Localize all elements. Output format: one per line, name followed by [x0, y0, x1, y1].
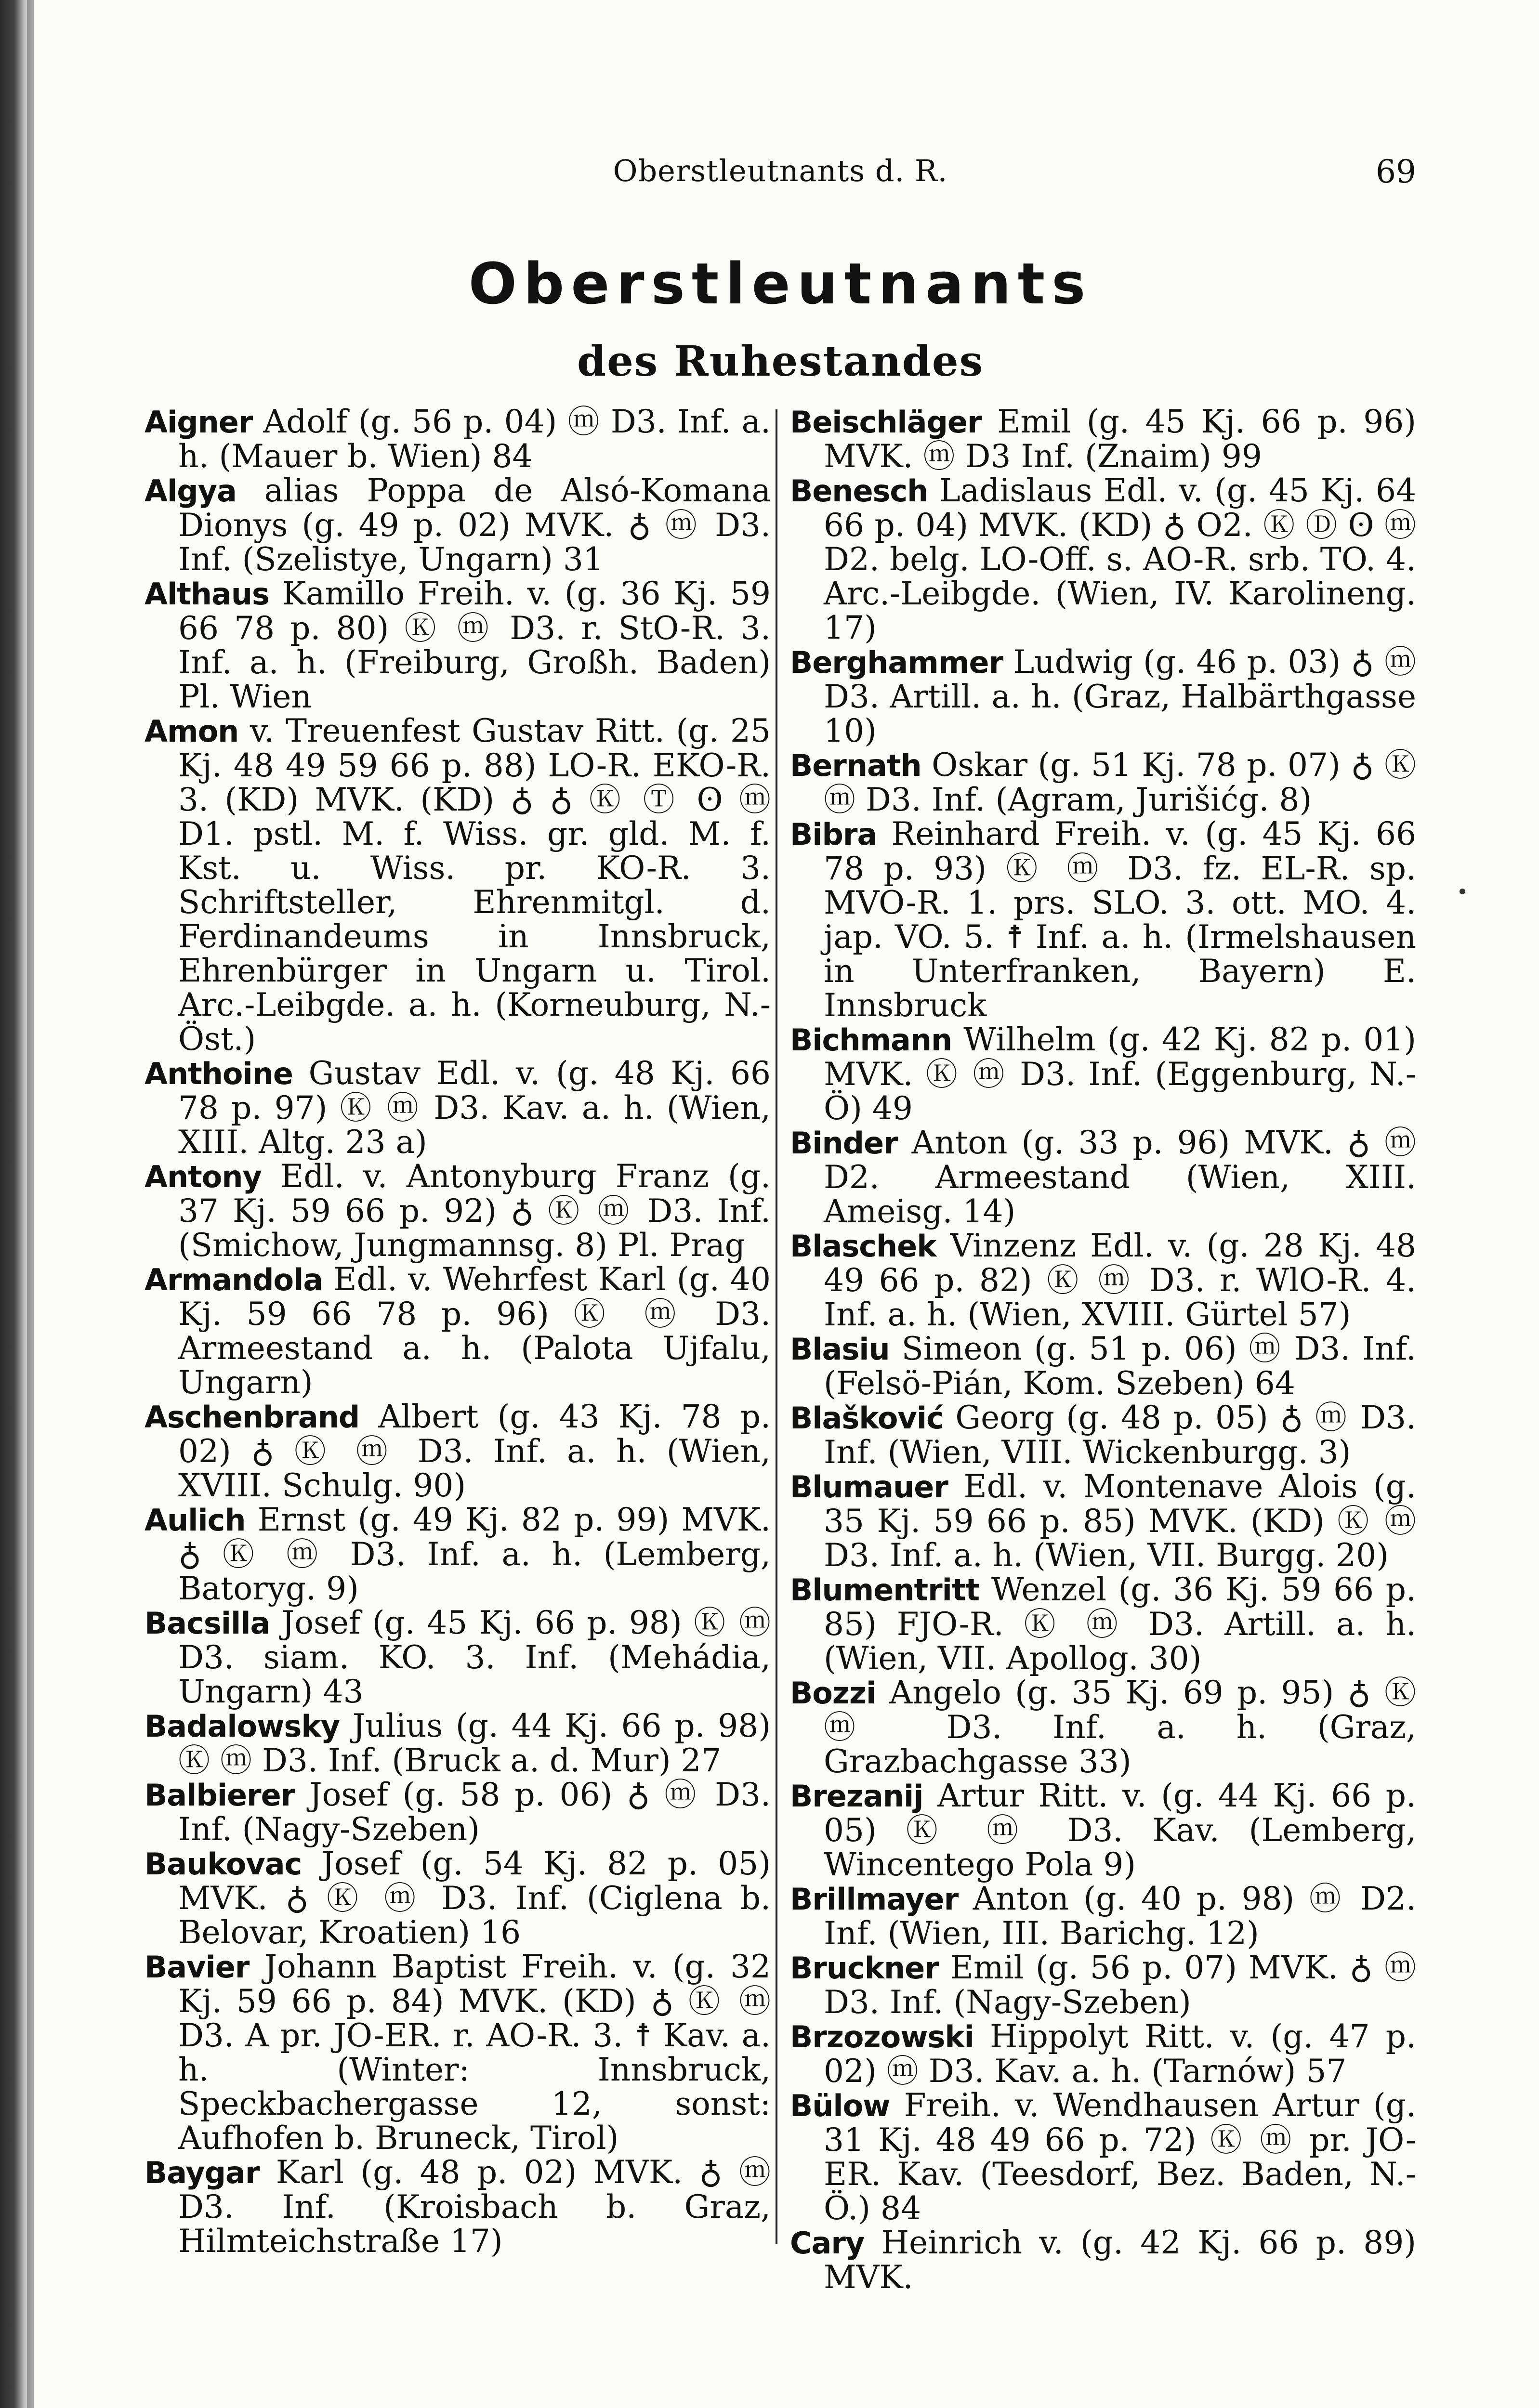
- entry-surname: Blaschek: [790, 1229, 936, 1264]
- entry-details: v. Treuenfest Gustav Ritt. (g. 25 Kj. 48 49 59 66 p. 88) LO-R. EKO-R. 3. (KD) MVK. (KD) ♁ ♁ Ⓚ Ⓣ ʘ ⓜ D1. pstl. M. f. Wiss. gr. gld. M. f. Kst. u. Wiss. pr. KO-R. 3. Schriftsteller, Ehrenmitgl. d. Ferdinandeums in Innsbruck, Ehrenbürger in Ungarn u. Tirol. Arc.-Leibgde. a. h. (Korneuburg, N.-Öst.): [178, 712, 771, 1058]
- scan-binding-shadow: [27, 0, 34, 2408]
- register-entry: [790, 748, 1416, 817]
- register-entry: [790, 1125, 1416, 1229]
- register-entry: [790, 1882, 1416, 1950]
- entry-details: Edl. v. Antonyburg Franz (g. 37 Kj. 59 66 p. 92) ♁ Ⓚ ⓜ D3. Inf. (Smichow, Jungmannsg. 8) Pl. Prag: [178, 1158, 771, 1264]
- entry-details: Reinhard Freih. v. (g. 45 Kj. 66 78 p. 93) Ⓚ ⓜ D3. fz. EL-R. sp. MVO-R. 1. prs. SLO. 3. ott. MO. 4. jap. VO. 5. ☨ Inf. a. h. (Irmelshausen in Unterfranken, Bayern) E. Innsbruck: [824, 815, 1416, 1024]
- register-entry: [790, 1469, 1416, 1572]
- entry-details: Wenzel (g. 36 Kj. 59 66 p. 85) FJO-R. Ⓚ ⓜ D3. Artill. a. h. (Wien, VII. Apollog. 30): [824, 1571, 1416, 1677]
- entry-surname: Althaus: [145, 576, 269, 612]
- register-entry: [790, 1779, 1416, 1882]
- entry-details: Wilhelm (g. 42 Kj. 82 p. 01) MVK. Ⓚ ⓜ D3. Inf. (Eggenburg, N.-Ö) 49: [824, 1021, 1416, 1127]
- entry-details: Albert (g. 43 Kj. 78 p. 02) ♁ Ⓚ ⓜ D3. Inf. a. h. (Wien, XVIII. Schulg. 90): [178, 1398, 771, 1504]
- entry-details: Julius (g. 44 Kj. 66 p. 98) Ⓚ ⓜ D3. Inf. (Bruck a. d. Mur) 27: [178, 1707, 771, 1779]
- page-number: 69: [1376, 153, 1416, 190]
- entry-details: Anton (g. 40 p. 98) ⓜ D2. Inf. (Wien, III. Barichg. 12): [824, 1880, 1416, 1952]
- register-entry: [145, 1056, 771, 1159]
- register-entry: [145, 1709, 771, 1778]
- entry-details: Ernst (g. 49 Kj. 82 p. 99) MVK. ♁ Ⓚ ⓜ D3. Inf. a. h. (Lemberg, Batoryg. 9): [178, 1501, 771, 1607]
- register-entry: [145, 576, 771, 714]
- entry-details: Kamillo Freih. v. (g. 36 Kj. 59 66 78 p. 80) Ⓚ ⓜ D3. r. StO-R. 3. Inf. a. h. (Freiburg, Großh. Baden) Pl. Wien: [178, 575, 771, 715]
- entry-details: Gustav Edl. v. (g. 48 Kj. 66 78 p. 97) Ⓚ ⓜ D3. Kav. a. h. (Wien, XIII. Altg. 23 a): [178, 1055, 771, 1161]
- entry-details: Emil (g. 45 Kj. 66 p. 96) MVK. ⓜ D3 Inf. (Znaim) 99: [824, 403, 1416, 475]
- entry-surname: Blašković: [790, 1400, 944, 1436]
- entry-surname: Algya: [145, 473, 237, 509]
- entry-surname: Bibra: [790, 817, 877, 852]
- register-entry: [145, 473, 771, 576]
- register-entry: [790, 1400, 1416, 1469]
- entry-surname: Anthoine: [145, 1056, 293, 1091]
- entry-details: Ludwig (g. 46 p. 03) ♁ ⓜ D3. Artill. a. h. (Graz, Halbärthgasse 10): [824, 643, 1416, 749]
- entry-details: Josef (g. 58 p. 06) ♁ ⓜ D3. Inf. (Nagy-Szeben): [178, 1776, 771, 1848]
- entry-details: Artur Ritt. v. (g. 44 Kj. 66 p. 05) Ⓚ ⓜ D3. Kav. (Lemberg, Wincentego Pola 9): [824, 1777, 1416, 1883]
- entry-details: Emil (g. 56 p. 07) MVK. ♁ ⓜ D3. Inf. (Nagy-Szeben): [824, 1949, 1416, 2021]
- entry-details: Hippolyt Ritt. v. (g. 47 p. 02) ⓜ D3. Kav. a. h. (Tarnów) 57: [824, 2018, 1416, 2090]
- register-entry: [145, 714, 771, 1056]
- register-entry: [790, 473, 1416, 645]
- page-title: Oberstleutnants: [468, 250, 1092, 317]
- entry-surname: Blumentritt: [790, 1572, 980, 1608]
- running-head: [145, 153, 1416, 206]
- entry-surname: Bacsilla: [145, 1606, 270, 1641]
- entry-surname: Aschenbrand: [145, 1400, 360, 1435]
- entry-surname: Beischläger: [790, 405, 982, 440]
- right-column: [790, 405, 1416, 2294]
- entry-details: Oskar (g. 51 Kj. 78 p. 07) ♁ Ⓚ ⓜ D3. Inf. (Agram, Jurišićg. 8): [824, 746, 1416, 818]
- entry-details: Adolf (g. 56 p. 04) ⓜ D3. Inf. a. h. (Mauer b. Wien) 84: [178, 403, 771, 475]
- register-entry: [790, 1229, 1416, 1332]
- entry-details: Angelo (g. 35 Kj. 69 p. 95) ♁ Ⓚ ⓜ D3. Inf. a. h. (Graz, Grazbachgasse 33): [824, 1674, 1416, 1780]
- register-entry: [790, 405, 1416, 473]
- register-entry: [145, 1400, 771, 1503]
- entry-details: Edl. v. Montenave Alois (g. 35 Kj. 59 66 p. 85) MVK. (KD) Ⓚ ⓜ D3. Inf. a. h. (Wien, VII. Burgg. 20): [824, 1468, 1416, 1574]
- register-entry: [790, 817, 1416, 1022]
- entry-details: Vinzenz Edl. v. (g. 28 Kj. 48 49 66 p. 82) Ⓚ ⓜ D3. r. WlO-R. 4. Inf. a. h. (Wien, XVIII. Gürtel 57): [824, 1227, 1416, 1333]
- register-entry: [790, 645, 1416, 748]
- register-entry: [145, 1159, 771, 1262]
- entry-details: Freih. v. Wendhausen Artur (g. 31 Kj. 48 49 66 p. 72) Ⓚ ⓜ pr. JO-ER. Kav. (Teesdorf, Bez. Baden, N.-Ö.) 84: [824, 2087, 1416, 2227]
- register-entry: [790, 2088, 1416, 2225]
- running-title: Oberstleutnants d. R.: [613, 153, 948, 188]
- register-entry: [790, 2019, 1416, 2088]
- entry-details: Anton (g. 33 p. 96) MVK. ♁ ⓜ D2. Armeestand (Wien, XIII. Ameisg. 14): [824, 1124, 1416, 1230]
- entry-surname: Badalowsky: [145, 1709, 340, 1744]
- entry-surname: Berghammer: [790, 645, 1003, 680]
- entry-details: Ladislaus Edl. v. (g. 45 Kj. 64 66 p. 04) MVK. (KD) ♁ O2. Ⓚ Ⓓ ʘ ⓜ D2. belg. LO-Off. s. AO-R. srb. TO. 4. Arc.-Leibgde. (Wien, IV. Karolineng. 17): [824, 472, 1416, 646]
- entry-surname: Bichmann: [790, 1022, 952, 1058]
- register-entry: [145, 1950, 771, 2155]
- entry-details: Heinrich v. (g. 42 Kj. 66 p. 89) MVK.: [824, 2224, 1416, 2296]
- entry-details: Simeon (g. 51 p. 06) ⓜ D3. Inf. (Felsö-Pián, Kom. Szeben) 64: [824, 1330, 1416, 1402]
- entry-surname: Benesch: [790, 473, 928, 509]
- entry-details: Georg (g. 48 p. 05) ♁ ⓜ D3. Inf. (Wien, VIII. Wickenburgg. 3): [824, 1399, 1416, 1471]
- entry-surname: Blumauer: [790, 1469, 948, 1505]
- register-entry: [790, 2225, 1416, 2294]
- entry-surname: Baygar: [145, 2155, 260, 2190]
- entry-surname: Brillmayer: [790, 1882, 959, 1917]
- entry-details: alias Poppa de Alsó-Komana Dionys (g. 49 p. 02) MVK. ♁ ⓜ D3. Inf. (Szelistye, Ungarn) 31: [178, 472, 771, 578]
- entry-details: Edl. v. Wehrfest Karl (g. 40 Kj. 59 66 78 p. 96) Ⓚ ⓜ D3. Armeestand a. h. (Palota Ujfalu, Ungarn): [178, 1261, 771, 1401]
- page-subtitle: des Ruhestandes: [577, 337, 984, 386]
- entry-surname: Brezanij: [790, 1779, 923, 1814]
- entry-details: Karl (g. 48 p. 02) MVK. ♁ ⓜ D3. Inf. (Kroisbach b. Graz, Hilmteichstraße 17): [178, 2154, 771, 2260]
- register-entry: [145, 405, 771, 473]
- entry-surname: Blasiu: [790, 1332, 890, 1367]
- entry-surname: Balbierer: [145, 1778, 295, 1813]
- register-entry: [790, 1675, 1416, 1779]
- entry-surname: Antony: [145, 1159, 262, 1194]
- entry-surname: Bernath: [790, 748, 921, 783]
- register-entry: [790, 1022, 1416, 1125]
- scan-speck: [1460, 889, 1465, 894]
- left-column: [145, 405, 771, 2258]
- entry-surname: Amon: [145, 714, 239, 749]
- entry-surname: Bülow: [790, 2088, 890, 2123]
- entry-surname: Bozzi: [790, 1675, 876, 1711]
- entry-details: Josef (g. 54 Kj. 82 p. 05) MVK. ♁ Ⓚ ⓜ D3. Inf. (Ciglena b. Belovar, Kroatien) 16: [178, 1845, 771, 1951]
- register-entry: [790, 1332, 1416, 1400]
- entry-details: Johann Baptist Freih. v. (g. 32 Kj. 59 66 p. 84) MVK. (KD) ♁ Ⓚ ⓜ D3. A pr. JO-ER. r. AO-R. 3. ☨ Kav. a. h. (Winter: Innsbruck, Speckbachergasse 12, sonst: Aufhofen b. Bruneck, Tirol): [178, 1948, 771, 2157]
- entry-surname: Bruckner: [790, 1950, 939, 1986]
- entry-surname: Binder: [790, 1125, 898, 1161]
- entry-surname: Baukovac: [145, 1846, 302, 1882]
- register-entry: [145, 1606, 771, 1709]
- register-entry: [145, 1262, 771, 1400]
- entry-surname: Aigner: [145, 405, 253, 440]
- register-entry: [145, 1503, 771, 1606]
- column-divider: [776, 409, 777, 2244]
- entry-surname: Armandola: [145, 1262, 323, 1297]
- entry-surname: Bavier: [145, 1950, 250, 1985]
- register-entry: [790, 1950, 1416, 2019]
- entry-surname: Brzozowski: [790, 2019, 974, 2055]
- register-entry: [145, 2155, 771, 2258]
- register-entry: [145, 1778, 771, 1846]
- register-entry: [145, 1846, 771, 1950]
- register-entry: [790, 1572, 1416, 1675]
- entry-surname: Aulich: [145, 1503, 246, 1538]
- entry-details: Josef (g. 45 Kj. 66 p. 98) Ⓚ ⓜ D3. siam. KO. 3. Inf. (Mehádia, Ungarn) 43: [178, 1604, 771, 1710]
- entry-surname: Cary: [790, 2225, 865, 2261]
